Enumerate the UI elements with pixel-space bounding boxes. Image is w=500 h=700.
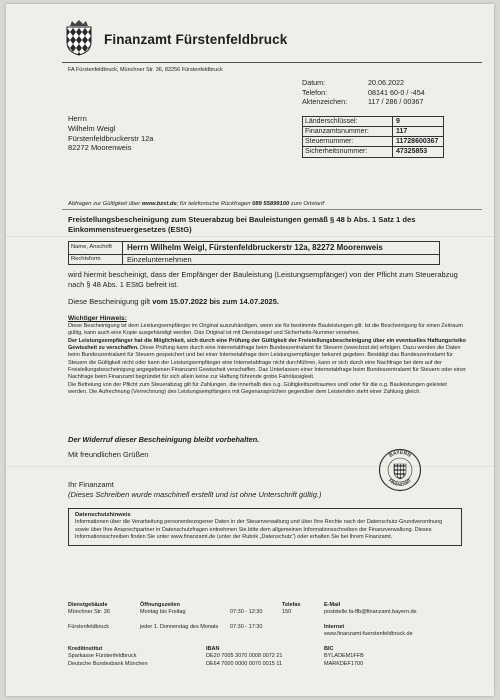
- key-value: 47325853: [396, 148, 428, 155]
- footer-text: DE20 7005 3070 0008 0072 21: [206, 653, 283, 660]
- recipient-line: Fürstenfeldbruckerstr 12a: [68, 133, 154, 143]
- meta-phone-row: [302, 88, 425, 98]
- hotline-text: ; für telefonische Rückfragen: [176, 201, 253, 207]
- privacy-heading: Datenschutzhinweis: [75, 512, 131, 518]
- footer-text: Sparkasse Fürstenfeldbruck: [68, 653, 137, 660]
- key-label: Finanzamtsnummer:: [303, 127, 393, 136]
- meta-value: 20.06.2022: [368, 78, 404, 87]
- footer-text: 150: [282, 609, 292, 616]
- privacy-notice-box: [68, 508, 462, 546]
- footer-hours-col: [140, 602, 222, 631]
- recipient-name-box: [68, 241, 440, 265]
- meta-label: Aktenzeichen:: [302, 97, 348, 106]
- footer-heading: IBAN: [206, 646, 220, 652]
- key-label: Länderschlüssel:: [303, 117, 393, 126]
- footer-text: 07:30 - 12:30: [230, 609, 263, 616]
- name-label: Name, Anschrift: [69, 242, 123, 254]
- footer-iban-col: [206, 646, 282, 668]
- footer-heading: Telefax: [282, 602, 301, 608]
- footer-text: Münchner Str. 36: [68, 609, 110, 616]
- footer-fax-col: [282, 602, 301, 617]
- official-seal-icon: [378, 448, 422, 492]
- paper-fold: [6, 236, 494, 237]
- key-row: [303, 127, 443, 137]
- footer-building-col: [68, 602, 110, 631]
- svg-text:BAYERN: BAYERN: [388, 449, 412, 459]
- footer-text: MARKDEF1700: [324, 660, 364, 667]
- notice-paragraph: Diese Bescheinigung ist dem Leistungsempfänger im Original auszuhändigen, wenn sie für bestimmte Bauleistungen gilt. Ist die Bescheinigung für einen Zeitraum gültig, kann auch eine Kopie ausgehändigt werden. Das Original ist mit Dienstsiegel und Sicherheits-Nummer versehen.: [68, 323, 463, 337]
- header-rule: [62, 62, 482, 63]
- notice-heading: Wichtiger Hinweis:: [68, 315, 127, 322]
- sender-address-line: FA Fürstenfeldbruck, Münchner Str. 36, 82256 Fürstenfeldbruck: [68, 67, 223, 73]
- footer-text: Montag bis Freitag: [140, 609, 186, 616]
- tax-key-table: [302, 116, 444, 158]
- key-value: 11728600367: [396, 138, 439, 145]
- signature-block: [68, 480, 321, 499]
- certificate-title: Freistellungsbescheinigung zum Steuerabzug bei Bauleistungen gemäß § 48 b Abs. 1 Satz 1 des Einkommensteuergesetzes (EStG): [68, 215, 416, 234]
- footer-text: 07:30 - 17:30: [230, 623, 263, 630]
- footer-text: jeder 1. Donnerstag des Monats: [140, 623, 219, 630]
- website-link[interactable]: www.finanzamt-fuerstenfeldbruck.de: [324, 630, 413, 637]
- recipient-line: Wilhelm Weigl: [68, 123, 116, 133]
- document-page: [6, 4, 494, 696]
- key-row: [303, 117, 443, 127]
- notice-body: [68, 323, 466, 396]
- recipient-address: [68, 114, 153, 153]
- hotline-text: Abfragen zur Gültigkeit über: [68, 201, 142, 207]
- authority-name: Finanzamt Fürstenfeldbruck: [104, 32, 288, 47]
- signature-sender: Ihr Finanzamt: [68, 480, 114, 489]
- revocation-note: Der Widerruf dieser Bescheinigung bleibt vorbehalten.: [68, 435, 260, 444]
- email-link[interactable]: poststelle.fa-ffb@finanzamt.bayern.de: [324, 609, 417, 616]
- key-label: Steuernummer:: [303, 137, 393, 146]
- bavaria-crest-icon: [64, 20, 94, 56]
- key-label: Sicherheitsnummer:: [303, 147, 393, 157]
- footer-heading: Dienstgebäude: [68, 602, 108, 608]
- closing-greeting: Mit freundlichen Grüßen: [68, 450, 149, 459]
- meta-date-row: [302, 78, 425, 88]
- notice-paragraph: Die Befreiung von der Pflicht zum Steuerabzug gilt für Zahlungen, die innerhalb des o.g. Gültigkeitszeitraumes und/ oder für die o.g. Bauleistungen geleistet werden. Die Aufrechnung (Verrechnung) des Leistungsempfängers mit Gegenansprüchen gegenüber dem Leistenden steht einer Zahlung gleich.: [68, 381, 447, 396]
- footer-heading: Internet: [324, 623, 345, 630]
- footer-bic-col: [324, 646, 364, 668]
- bzst-link[interactable]: www.bzst.de: [141, 201, 177, 207]
- notice-paragraph: Diese Prüfung kann durch eine Internetabfrage beim Bundeszentralamt für Steuern (www.bzst.de) erfolgen. Dazu werden die Daten beim Bundeszentralamt für Steuern gespeichert und bei einer Internetabfrage dem Leistungsempfänger bekannt gegeben. Bestätigt das Bundeszentralamt für Steuern die Gültigkeit nicht oder kann der Leistungsempfänger eine Internetabfrage nicht durchführen, kann er sich durch eine Nachfrage bei dem auf der Freistellungsbescheinigung angegebenen Finanzamt Gewissheit verschaffen. Das Unterlassen einer Internetabfrage beim Bundeszentralamt für Steuern oder einer Nachfrage beim Finanzamt begründet für sich allein keine zur Haftung führende grobe Fahrlässigkeit.: [68, 345, 466, 381]
- footer-text: Deutsche Bundesbank München: [68, 660, 148, 667]
- footer-text: Fürstenfeldbruck: [68, 623, 109, 630]
- validation-hotline: [68, 201, 324, 207]
- legal-form-value: Einzelunternehmen: [127, 255, 192, 264]
- name-row: [69, 242, 439, 254]
- footer-heading: BIC: [324, 646, 334, 652]
- key-row: [303, 147, 443, 157]
- recipient-line: Herrn: [68, 114, 87, 123]
- meta-value: 08141 60-0 / -454: [368, 87, 425, 97]
- footer-contact-col: [324, 602, 417, 638]
- exemption-statement: wird hiermit bescheinigt, dass der Empfänger der Bauleistung (Leistungsempfänger) von der Pflicht zum Steuerabzug nach § 48 Abs. 1 EStG befreit ist.: [68, 270, 458, 289]
- meta-label: Datum:: [302, 78, 326, 87]
- footer-heading: E-Mail: [324, 602, 341, 608]
- legal-form-label: Rechtsform: [69, 255, 123, 264]
- key-value: 9: [396, 118, 400, 125]
- notice-bold-sentence: Der Leistungsempfänger hat die Möglichkeit, sich durch eine Prüfung der Gültigkeit der Freistellungsbescheinigung über ein eventuelles Haftungsrisiko Gewissheit zu verschaffen.: [68, 337, 466, 352]
- footer-text: DE64 7000 0000 0070 0015 11: [206, 660, 283, 667]
- meta-label: Telefon:: [302, 87, 328, 97]
- footer-heading: Öffnungszeiten: [140, 602, 181, 608]
- validity-prefix: Diese Bescheinigung gilt: [68, 297, 153, 306]
- validity-range: vom 15.07.2022 bis zum 14.07.2025.: [152, 297, 279, 306]
- hotline-phone: 089 55899100: [252, 201, 290, 207]
- hotline-text: zum Ortstarif: [289, 201, 324, 207]
- svg-text:FINANZAMT: FINANZAMT: [387, 477, 413, 488]
- footer-heading: Kreditinstitut: [68, 646, 103, 652]
- privacy-text: Informationen über die Verarbeitung personenbezogener Daten in der Steuerverwaltung und über Ihre Rechte nach der Datenschutz-Grundverordnung sowie über Ihre Ansprechpartner in Datenschutzfragen entnehmen Sie bitte dem allgemeinen Informationsschreiben der Finanzverwaltung. Dieses Informationsschreiben finden Sie unter www.finanzamt.de (unter der Rubrik „Datenschutz“) oder erhalten Sie bei Ihrem Finanzamt.: [75, 519, 443, 540]
- validity-period: [68, 297, 279, 306]
- footer-bank-col: [68, 646, 148, 668]
- footer-times-col: [230, 609, 262, 631]
- name-value: Herrn Wilhelm Weigl, Fürstenfeldbruckerstr 12a, 82272 Moorenweis: [127, 243, 383, 252]
- footer-text: BYLADEM1FFB: [324, 653, 364, 660]
- key-value: 117: [396, 128, 408, 135]
- section-rule: [62, 209, 482, 210]
- recipient-line: 82272 Moorenweis: [68, 143, 132, 153]
- meta-value: 117 / 286 / 00367: [368, 97, 424, 106]
- letter-meta: [302, 78, 425, 107]
- key-row: [303, 137, 443, 147]
- meta-reference-row: [302, 97, 425, 107]
- legal-form-row: [69, 254, 439, 264]
- machine-generated-note: (Dieses Schreiben wurde maschinell erstellt und ist ohne Unterschrift gültig.): [68, 489, 322, 499]
